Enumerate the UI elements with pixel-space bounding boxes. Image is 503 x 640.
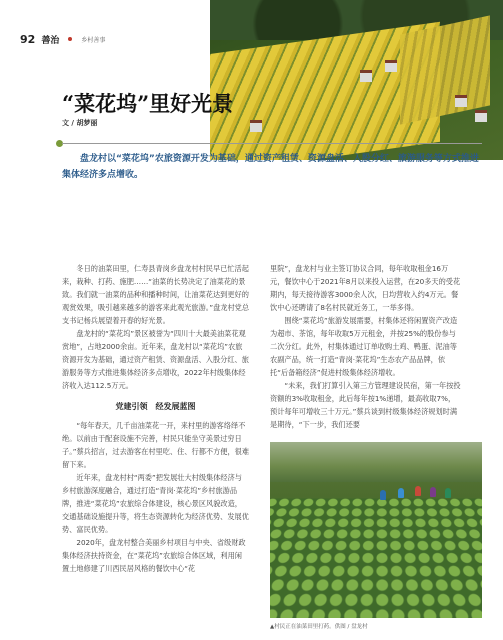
photo-caption: ▲村民正在油菜田里打药。供图 / 盘龙村 bbox=[270, 624, 368, 630]
paragraph: “每年春天，几千亩油菜花一开，来村里的游客络绎不绝。以前由于配套设施不完善，村民只能坐守美景过穷日子。”蔡兵招言，过去游客在村里吃、住、行都不方便，很难留下来。 bbox=[62, 421, 250, 469]
paragraph: 围绕“菜花坞”旅游发展需要，村集体还将闲置资产改造为超市、茶馆，每年收取5万元租金，并按25%的股份参与二次分红。此外，村集体通过订单收购土鸡、鸭蛋、泥油等农副产品，统一打造“青岗·菜花坞”生态农产品品牌，依托“后备箱经济”促进村级集体经济增收。 bbox=[270, 316, 458, 377]
right-column bbox=[270, 262, 462, 431]
hero-house bbox=[360, 70, 372, 82]
paragraph: 盘龙村的“菜花坞”景区被誉为“四川十大最美油菜花观赏地”，占地2000余亩。近年来，盘龙村以“菜花坞”农旅资源开发为基础，通过资产租赁、资源盘活、入股分红、旅游服务等方式推进集体经济多点增收，2022年村级集体经济收入达112.5万元。 bbox=[62, 329, 249, 390]
page-header bbox=[20, 32, 105, 46]
paragraph: 2020年，盘龙村整合美丽乡村项目与中央、省级财政集体经济扶持资金，在“菜花坞”农旅综合体区域，利用闲置土地修建了川西民居风格的餐饮中心“花 bbox=[62, 538, 246, 573]
worker-figure bbox=[430, 487, 436, 497]
article-byline: 文 / 胡梦丽 bbox=[62, 119, 98, 127]
hero-field-right bbox=[400, 15, 490, 124]
paragraph: “未来，我们打算引入第三方管理建设民宿，第一年按投资额的3%收取租金，此后每年按1%递增，最高收取7%，预计每年可增收三十万元。”蔡兵谈到村级集体经济规划时满是期待，“下一步，我们还要 bbox=[270, 381, 461, 429]
hero-photo bbox=[210, 0, 503, 160]
photo-treeline bbox=[270, 442, 482, 482]
hero-house bbox=[385, 60, 397, 72]
field-work-photo bbox=[270, 442, 482, 618]
section-name: 善治 bbox=[41, 35, 60, 46]
worker-figure bbox=[415, 486, 421, 496]
paragraph: 里院”，盘龙村与业主签订协议合同，每年收取租金16万元，餐饮中心于2021年8月以来投入运营，在20多天的受花期内，每天接待游客3000余人次，日均营收入约4万元。餐饮中心还聘请了8名村民就近务工，一举多得。 bbox=[270, 264, 461, 312]
photo-crop-rows bbox=[270, 498, 482, 618]
hero-house bbox=[455, 95, 467, 107]
title-divider bbox=[62, 143, 482, 144]
paragraph: 近年来，盘龙村村“两委”把发展壮大村级集体经济与乡村旅游深度融合，通过打造“青岗·菜花坞”乡村旅游品牌，推进“菜花坞”农旅综合体建设，核心景区风貌改造，交通基础设施提升等，将生态资源转化为经济优势、发展优势、富民优势。 bbox=[62, 473, 249, 534]
article-lede: 盘龙村以“菜花坞”农旅资源开发为基础，通过资产租赁、资源盘活、入股分红、旅游服务等方式推进集体经济多点增收。 bbox=[62, 154, 479, 180]
hero-house bbox=[475, 110, 487, 122]
worker-figure bbox=[398, 488, 404, 498]
column-name: 乡村善事 bbox=[81, 36, 106, 44]
hero-house bbox=[250, 120, 262, 132]
section-subheading: 党建引领 经发展蓝图 bbox=[115, 402, 196, 411]
left-column bbox=[62, 262, 249, 575]
header-dot-icon bbox=[68, 37, 72, 41]
worker-figure bbox=[445, 488, 451, 498]
worker-figure bbox=[380, 490, 386, 500]
paragraph: 冬日的油菜田里，仁寿县青岗乡盘龙村村民早已忙活起来，栽种、打药、施肥……“油菜的长势决定了油菜花的景致。我们就一油菜的品种和播种时间，让油菜花达到更好的观赏效果，吸引越来越多的游客来此观光旅游。”盘龙村党总支书记杨兵展望着开春的好光景。 bbox=[62, 264, 250, 325]
page-number: 92 bbox=[20, 32, 36, 46]
article-title: “菜花坞”里好光景 bbox=[62, 91, 234, 116]
